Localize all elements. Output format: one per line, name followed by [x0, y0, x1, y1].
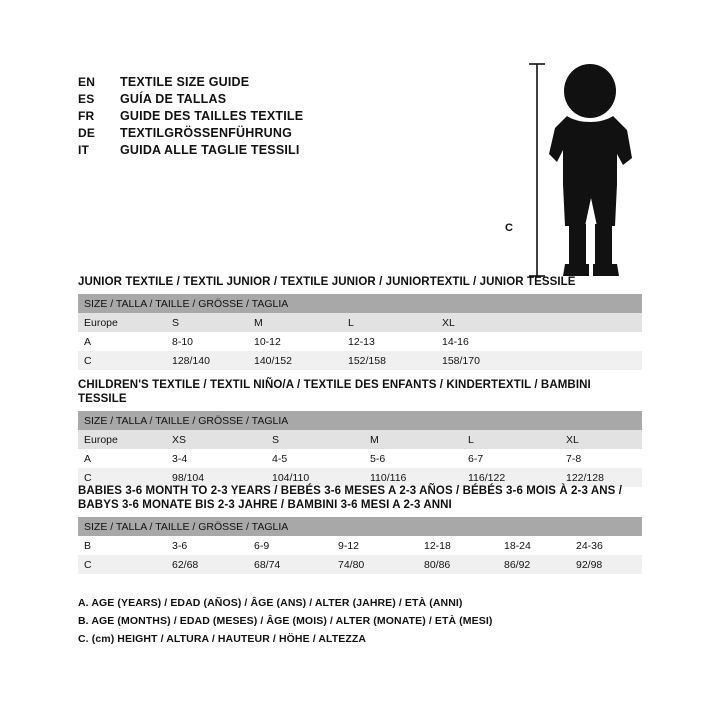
cell: 12-13	[342, 332, 436, 351]
language-code: ES	[78, 92, 95, 106]
table-row	[78, 536, 642, 555]
column-header: Europe	[78, 313, 166, 332]
cell: 158/170	[436, 351, 642, 370]
language-row	[78, 142, 498, 159]
cell: 152/158	[342, 351, 436, 370]
cell: 122/128	[560, 468, 642, 487]
table-subheader-row	[78, 517, 642, 536]
table-subheader-row	[78, 411, 642, 430]
size-table-junior	[78, 294, 642, 370]
row-label: C	[78, 351, 166, 370]
cell: 92/98	[570, 555, 642, 574]
cell: 18-24	[498, 536, 570, 555]
section-title: BABIES 3-6 MONTH TO 2-3 YEARS / BEBÉS 3-6 MESES A 2-3 AÑOS / BÉBÉS 3-6 MOIS À 2-3 ANS / BABYS 3-6 MONATE BIS 2-3 JAHRE / BAMBINI 3-6 MESI A 2-3 ANNI	[78, 485, 622, 511]
cell: 110/116	[364, 468, 462, 487]
cell: 24-36	[570, 536, 642, 555]
cell: 98/104	[166, 468, 266, 487]
cell: 116/122	[462, 468, 560, 487]
column-header: S	[166, 313, 248, 332]
row-label: C	[78, 468, 166, 487]
footnote-age-months: B. AGE (MONTHS) / EDAD (MESES) / ÂGE (MOIS) / ALTER (MONATE) / ETÀ (MESI)	[78, 615, 493, 627]
row-label: A	[78, 332, 166, 351]
language-row	[78, 74, 498, 91]
cell: 10-12	[248, 332, 342, 351]
cell: 14-16	[436, 332, 642, 351]
cell: 5-6	[364, 449, 462, 468]
language-title: GUÍA DE TALLAS	[120, 92, 227, 106]
row-label: B	[78, 536, 166, 555]
table-row	[78, 351, 642, 370]
table-row	[78, 449, 642, 468]
cell: 3-4	[166, 449, 266, 468]
language-title: TEXTILGRÖSSENFÜHRUNG	[120, 126, 293, 140]
cell: 86/92	[498, 555, 570, 574]
table-subheader-row	[78, 294, 642, 313]
cell: 4-5	[266, 449, 364, 468]
section-title: JUNIOR TEXTILE / TEXTIL JUNIOR / TEXTILE JUNIOR / JUNIORTEXTIL / JUNIOR TESSILE	[78, 276, 576, 288]
cell: 140/152	[248, 351, 342, 370]
cell: 9-12	[332, 536, 418, 555]
cell: 3-6	[166, 536, 248, 555]
column-header: L	[462, 430, 560, 449]
cell: 7-8	[560, 449, 642, 468]
section-childrens-textile	[78, 378, 642, 487]
column-header: XL	[436, 313, 642, 332]
cell: 12-18	[418, 536, 498, 555]
language-row	[78, 91, 498, 108]
table-subheader-label: SIZE / TALLA / TAILLE / GRÖSSE / TAGLIA	[78, 294, 642, 313]
table-subheader-label: SIZE / TALLA / TAILLE / GRÖSSE / TAGLIA	[78, 411, 642, 430]
language-code: IT	[78, 143, 90, 157]
table-column-header-row	[78, 313, 642, 332]
cell: 80/86	[418, 555, 498, 574]
language-title: GUIDA ALLE TAGLIE TESSILI	[120, 143, 300, 157]
language-row	[78, 108, 498, 125]
cell: 68/74	[248, 555, 332, 574]
cell: 62/68	[166, 555, 248, 574]
cell: 128/140	[166, 351, 248, 370]
section-title: CHILDREN'S TEXTILE / TEXTIL NIÑO/A / TEXTILE DES ENFANTS / KINDERTEXTIL / BAMBINI TESSILE	[78, 379, 591, 405]
language-code: DE	[78, 126, 96, 140]
language-title: TEXTILE SIZE GUIDE	[120, 75, 250, 89]
table-row	[78, 555, 642, 574]
footnote-age-years: A. AGE (YEARS) / EDAD (AÑOS) / ÂGE (ANS) / ALTER (JAHRE) / ETÀ (ANNI)	[78, 597, 463, 609]
section-junior-textile	[78, 275, 642, 370]
table-column-header-row	[78, 430, 642, 449]
row-label: C	[78, 555, 166, 574]
footnotes-block	[78, 594, 638, 648]
language-row	[78, 125, 498, 142]
cell: 6-7	[462, 449, 560, 468]
column-header: XS	[166, 430, 266, 449]
child-silhouette-icon	[505, 58, 670, 283]
table-subheader-label: SIZE / TALLA / TAILLE / GRÖSSE / TAGLIA	[78, 517, 642, 536]
row-label: A	[78, 449, 166, 468]
column-header: Europe	[78, 430, 166, 449]
size-table-children	[78, 411, 642, 487]
language-code: FR	[78, 109, 95, 123]
cell: 8-10	[166, 332, 248, 351]
language-title: GUIDE DES TAILLES TEXTILE	[120, 109, 304, 123]
size-table-babies	[78, 517, 642, 574]
column-header: M	[248, 313, 342, 332]
language-header-block	[78, 74, 498, 159]
cell: 6-9	[248, 536, 332, 555]
height-measure-label: C	[505, 222, 513, 234]
column-header: L	[342, 313, 436, 332]
column-header: XL	[560, 430, 642, 449]
section-babies-textile	[78, 484, 642, 574]
cell: 104/110	[266, 468, 364, 487]
cell: 74/80	[332, 555, 418, 574]
column-header: M	[364, 430, 462, 449]
child-silhouette-figure	[505, 58, 670, 283]
column-header: S	[266, 430, 364, 449]
table-row	[78, 332, 642, 351]
language-code: EN	[78, 75, 96, 89]
footnote-height: C. (cm) HEIGHT / ALTURA / HAUTEUR / HÖHE / ALTEZZA	[78, 633, 367, 645]
